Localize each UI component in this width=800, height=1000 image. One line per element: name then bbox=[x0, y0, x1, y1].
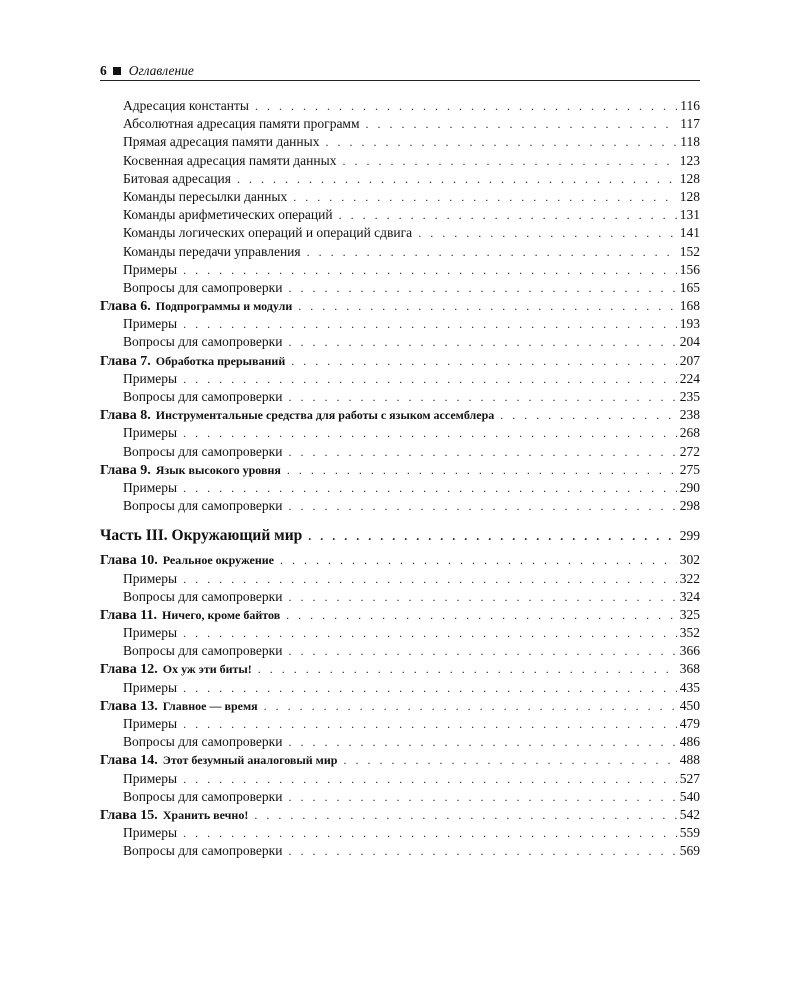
toc-leader-dots bbox=[418, 224, 677, 242]
toc-leader-dots bbox=[298, 297, 677, 315]
toc-section-row[interactable] bbox=[100, 424, 700, 442]
toc-section-row[interactable] bbox=[100, 770, 700, 788]
toc-chapter-row[interactable] bbox=[100, 297, 700, 315]
toc-section-title: Косвенная адресация памяти данных bbox=[123, 152, 337, 168]
toc-leader-dots bbox=[500, 406, 676, 424]
chapter-title: Этот безумный аналоговый мир bbox=[162, 753, 338, 768]
toc-chapter-row[interactable] bbox=[100, 806, 700, 824]
toc-page-number: 207 bbox=[679, 352, 700, 368]
toc-leader-dots bbox=[288, 388, 676, 406]
toc-page-number: 299 bbox=[679, 528, 700, 544]
chapter-number: Глава 8. bbox=[100, 408, 151, 424]
toc-page-number: 152 bbox=[679, 243, 700, 259]
toc-section-row[interactable] bbox=[100, 715, 700, 733]
chapter-number: Глава 9. bbox=[100, 462, 151, 478]
toc-section-title: Примеры bbox=[123, 770, 178, 786]
toc-page-number: 527 bbox=[679, 770, 700, 786]
toc-leader-dots bbox=[286, 606, 677, 624]
chapter-title: Инструментальные средства для работы с языком ассемблера bbox=[155, 408, 495, 423]
part-title: Часть III. Окружающий мир bbox=[100, 527, 303, 545]
toc-section-row[interactable] bbox=[100, 624, 700, 642]
toc-leader-dots bbox=[183, 370, 677, 388]
toc-section-title: Команды передачи управления bbox=[123, 243, 301, 259]
toc-page-number: 275 bbox=[679, 461, 700, 477]
toc-section-title: Вопросы для самопроверки bbox=[123, 734, 283, 750]
toc-leader-dots bbox=[258, 660, 677, 678]
toc-leader-dots bbox=[183, 424, 677, 442]
toc-section-row[interactable] bbox=[100, 570, 700, 588]
toc-section-row[interactable] bbox=[100, 388, 700, 406]
toc-page-number: 368 bbox=[679, 661, 700, 677]
toc-page-number: 542 bbox=[679, 806, 700, 822]
chapter-number: Глава 12. bbox=[100, 662, 158, 678]
chapter-title: Обработка прерываний bbox=[155, 353, 286, 368]
toc-leader-dots bbox=[288, 642, 676, 660]
toc-page-number: 559 bbox=[679, 825, 700, 841]
toc-page-number: 324 bbox=[679, 588, 700, 604]
chapter-title: Главное — время bbox=[162, 698, 258, 713]
toc-section-row[interactable] bbox=[100, 824, 700, 842]
toc-section-title: Абсолютная адресация памяти программ bbox=[123, 116, 360, 132]
toc-section-row[interactable] bbox=[100, 333, 700, 351]
toc-section-title: Примеры bbox=[123, 261, 178, 277]
toc-section-row[interactable] bbox=[100, 170, 700, 188]
toc-section-title: Примеры bbox=[123, 425, 178, 441]
toc-page-number: 479 bbox=[679, 716, 700, 731]
toc-part-row[interactable] bbox=[100, 525, 700, 547]
toc-section-title: Команды арифметических операций bbox=[123, 207, 333, 223]
chapter-number: Глава 11. bbox=[100, 607, 157, 623]
toc-leader-dots bbox=[183, 479, 677, 497]
table-of-contents bbox=[100, 97, 700, 861]
chapter-title: Подпрограммы и модули bbox=[155, 299, 293, 314]
toc-section-title: Вопросы для самопроверки bbox=[123, 498, 283, 514]
toc-leader-dots bbox=[287, 461, 677, 479]
toc-section-title: Прямая адресация памяти данных bbox=[123, 134, 320, 150]
toc-section-title: Вопросы для самопроверки bbox=[123, 443, 283, 459]
toc-chapter-row[interactable] bbox=[100, 461, 700, 479]
toc-section-title: Вопросы для самопроверки bbox=[123, 843, 283, 859]
toc-page-number: 117 bbox=[680, 116, 700, 132]
toc-page-number: 156 bbox=[679, 261, 700, 277]
toc-section-title: Вопросы для самопроверки bbox=[123, 279, 283, 295]
toc-page-number: 131 bbox=[679, 207, 700, 223]
toc-leader-dots bbox=[183, 824, 677, 842]
toc-page-number: 488 bbox=[679, 752, 700, 768]
toc-leader-dots bbox=[307, 243, 677, 261]
toc-section-row[interactable] bbox=[100, 188, 700, 206]
toc-chapter-row[interactable] bbox=[100, 606, 700, 624]
toc-leader-dots bbox=[339, 206, 677, 224]
toc-page-number: 540 bbox=[679, 788, 700, 804]
toc-page-number: 116 bbox=[680, 98, 700, 113]
toc-leader-dots bbox=[291, 352, 677, 370]
toc-page-number: 352 bbox=[679, 625, 700, 641]
toc-section-row[interactable] bbox=[100, 97, 700, 115]
toc-page-number: 238 bbox=[679, 407, 700, 423]
toc-section-row[interactable] bbox=[100, 133, 700, 151]
toc-leader-dots bbox=[264, 697, 677, 715]
toc-page-number: 204 bbox=[679, 334, 700, 350]
toc-page-number: 486 bbox=[679, 734, 700, 750]
toc-section-title: Примеры bbox=[123, 316, 178, 332]
toc-section-row[interactable] bbox=[100, 261, 700, 279]
toc-section-row[interactable] bbox=[100, 588, 700, 606]
toc-page-number: 298 bbox=[679, 498, 700, 514]
toc-leader-dots bbox=[183, 315, 677, 333]
toc-chapter-row[interactable] bbox=[100, 551, 700, 569]
chapter-number: Глава 15. bbox=[100, 807, 158, 823]
toc-section-title: Примеры bbox=[123, 825, 178, 841]
toc-section-title: Вопросы для самопроверки bbox=[123, 588, 283, 604]
toc-leader-dots bbox=[288, 279, 676, 297]
chapter-title: Реальное окружение bbox=[162, 553, 274, 568]
toc-leader-dots bbox=[255, 97, 677, 115]
toc-page-number: 165 bbox=[679, 279, 700, 295]
toc-section-row[interactable] bbox=[100, 842, 700, 860]
toc-section-title: Адресация константы bbox=[123, 98, 249, 113]
toc-chapter-row[interactable] bbox=[100, 660, 700, 678]
toc-leader-dots bbox=[280, 551, 677, 569]
toc-chapter-row[interactable] bbox=[100, 352, 700, 370]
toc-section-title: Битовая адресация bbox=[123, 170, 231, 186]
page-number: 6 bbox=[100, 63, 107, 78]
toc-page-number: 128 bbox=[679, 170, 700, 186]
toc-leader-dots bbox=[183, 770, 677, 788]
chapter-title: Ничего, кроме байтов bbox=[161, 607, 281, 622]
toc-page-number: 325 bbox=[679, 606, 700, 622]
toc-page-number: 268 bbox=[679, 425, 700, 441]
toc-page-number: 302 bbox=[679, 552, 700, 568]
toc-leader-dots bbox=[183, 679, 677, 697]
running-header bbox=[100, 62, 700, 81]
toc-page-number: 235 bbox=[679, 389, 700, 404]
square-bullet-icon bbox=[113, 67, 121, 75]
toc-leader-dots bbox=[183, 624, 677, 642]
toc-section-row[interactable] bbox=[100, 115, 700, 133]
toc-chapter-row[interactable] bbox=[100, 406, 700, 424]
toc-chapter-row[interactable] bbox=[100, 697, 700, 715]
toc-page-number: 141 bbox=[679, 225, 700, 241]
chapter-title: Ох уж эти биты! bbox=[162, 662, 252, 677]
chapter-title: Язык высокого уровня bbox=[155, 462, 281, 477]
toc-leader-dots bbox=[325, 133, 677, 151]
toc-leader-dots bbox=[288, 333, 676, 351]
toc-leader-dots bbox=[183, 715, 677, 733]
running-title: Оглавление bbox=[128, 63, 194, 78]
toc-page-number: 366 bbox=[679, 643, 700, 659]
toc-page-number: 224 bbox=[679, 370, 700, 386]
toc-section-row[interactable] bbox=[100, 733, 700, 751]
toc-section-title: Примеры bbox=[123, 679, 178, 695]
toc-leader-dots bbox=[366, 115, 678, 133]
toc-page-number: 569 bbox=[679, 843, 700, 859]
toc-page-number: 435 bbox=[679, 679, 700, 695]
toc-chapter-row[interactable] bbox=[100, 751, 700, 769]
toc-section-row[interactable] bbox=[100, 642, 700, 660]
toc-leader-dots bbox=[288, 788, 676, 806]
toc-section-row[interactable] bbox=[100, 443, 700, 461]
toc-section-title: Примеры bbox=[123, 570, 178, 586]
toc-section-title: Вопросы для самопроверки bbox=[123, 334, 283, 350]
chapter-number: Глава 13. bbox=[100, 698, 158, 714]
chapter-number: Глава 6. bbox=[100, 299, 151, 315]
toc-page-number: 118 bbox=[680, 134, 700, 150]
toc-section-row[interactable] bbox=[100, 315, 700, 333]
chapter-number: Глава 14. bbox=[100, 753, 158, 769]
toc-leader-dots bbox=[288, 443, 676, 461]
chapter-number: Глава 7. bbox=[100, 353, 151, 369]
toc-section-title: Вопросы для самопроверки bbox=[123, 389, 283, 404]
toc-section-title: Примеры bbox=[123, 625, 178, 641]
toc-section-title: Вопросы для самопроверки bbox=[123, 788, 283, 804]
toc-page-number: 168 bbox=[679, 298, 700, 314]
toc-section-row[interactable] bbox=[100, 243, 700, 261]
toc-leader-dots bbox=[237, 170, 677, 188]
toc-section-title: Команды пересылки данных bbox=[123, 188, 288, 204]
toc-leader-dots bbox=[308, 525, 677, 547]
chapter-title: Хранить вечно! bbox=[162, 807, 249, 822]
toc-section-title: Примеры bbox=[123, 479, 178, 495]
toc-section-row[interactable] bbox=[100, 224, 700, 242]
chapter-number: Глава 10. bbox=[100, 553, 158, 569]
toc-section-row[interactable] bbox=[100, 370, 700, 388]
toc-section-row[interactable] bbox=[100, 788, 700, 806]
toc-section-row[interactable] bbox=[100, 279, 700, 297]
toc-section-row[interactable] bbox=[100, 679, 700, 697]
toc-leader-dots bbox=[183, 261, 677, 279]
toc-leader-dots bbox=[288, 588, 676, 606]
toc-leader-dots bbox=[293, 188, 677, 206]
toc-leader-dots bbox=[288, 733, 676, 751]
toc-section-row[interactable] bbox=[100, 152, 700, 170]
toc-section-row[interactable] bbox=[100, 206, 700, 224]
toc-section-title: Вопросы для самопроверки bbox=[123, 643, 283, 659]
toc-leader-dots bbox=[343, 751, 676, 769]
toc-leader-dots bbox=[183, 570, 677, 588]
toc-section-title: Команды логических операций и операций сдвига bbox=[123, 225, 413, 241]
toc-leader-dots bbox=[288, 497, 676, 515]
toc-page-number: 290 bbox=[679, 479, 700, 495]
toc-leader-dots bbox=[288, 842, 676, 860]
toc-section-row[interactable] bbox=[100, 497, 700, 515]
toc-section-title: Примеры bbox=[123, 716, 178, 731]
toc-page-number: 123 bbox=[679, 152, 700, 168]
toc-leader-dots bbox=[342, 152, 676, 170]
toc-page-number: 193 bbox=[679, 316, 700, 332]
toc-page-number: 128 bbox=[679, 188, 700, 204]
toc-section-title: Примеры bbox=[123, 370, 178, 386]
toc-leader-dots bbox=[254, 806, 676, 824]
toc-page-number: 322 bbox=[679, 570, 700, 586]
toc-section-row[interactable] bbox=[100, 479, 700, 497]
toc-page-number: 272 bbox=[679, 443, 700, 459]
toc-page-number: 450 bbox=[679, 697, 700, 713]
